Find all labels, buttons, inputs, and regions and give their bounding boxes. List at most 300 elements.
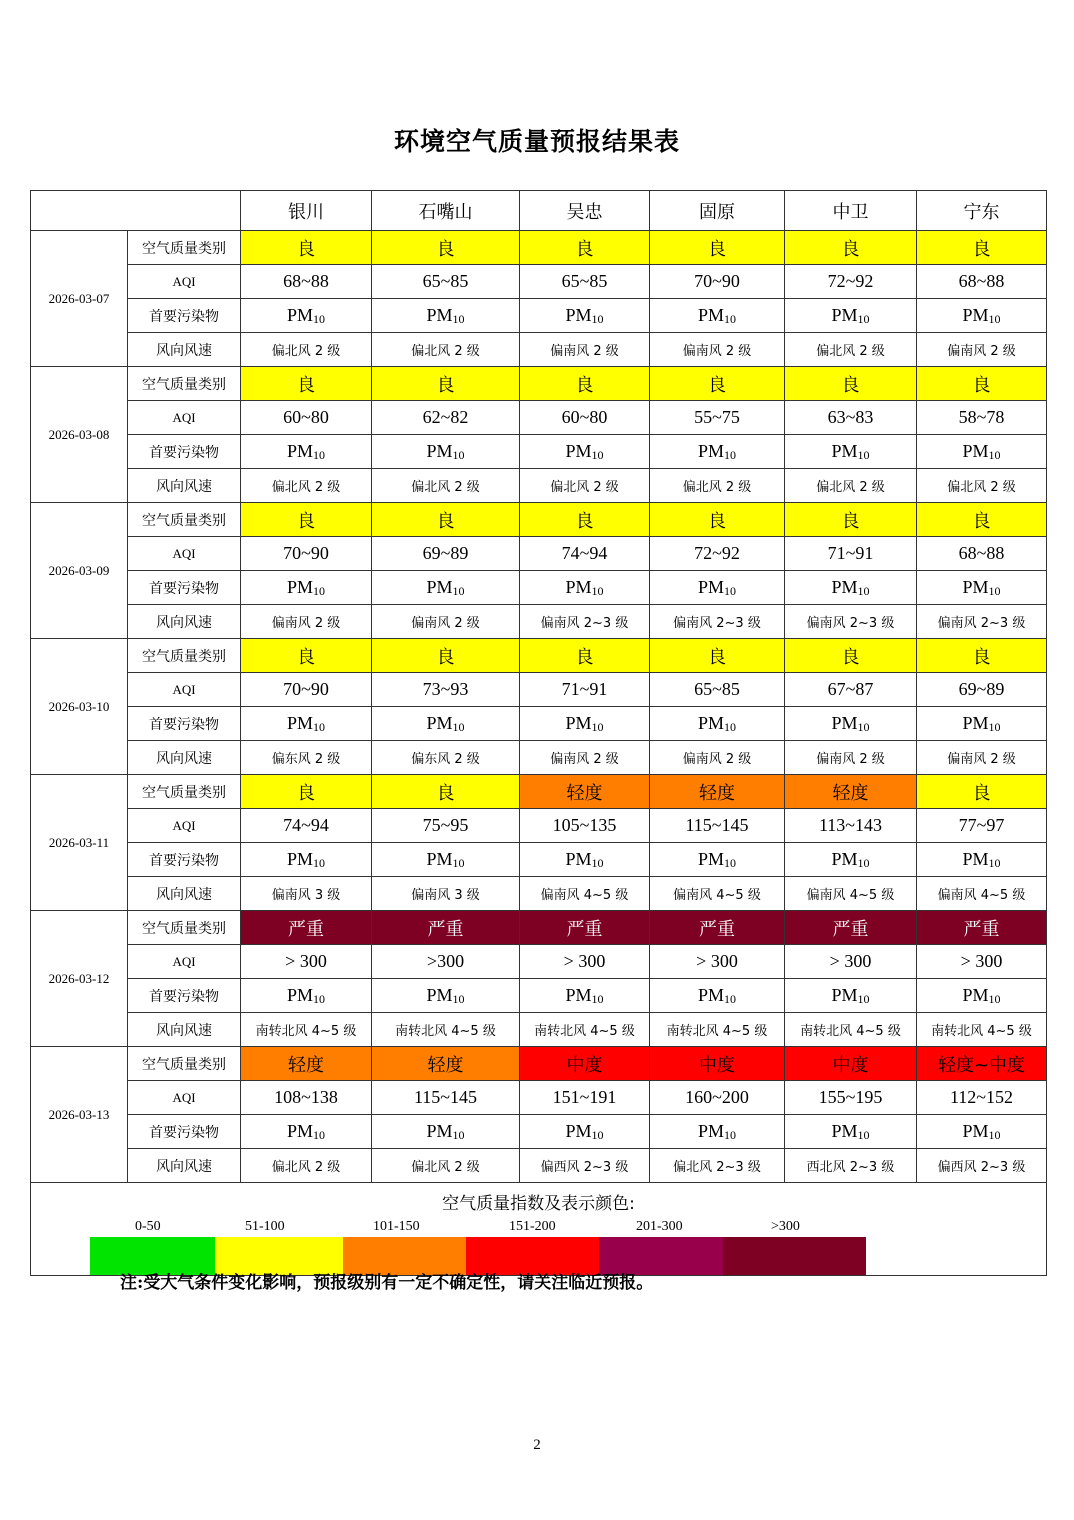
aqi-value-cell: > 300 [520, 945, 650, 979]
day-pollutant-row [31, 1115, 1047, 1149]
aqi-value-cell: 75~95 [372, 809, 520, 843]
aqi-value-cell: 68~88 [241, 265, 372, 299]
pollutant-name: PM [962, 576, 989, 597]
pollutant-name: PM [962, 1120, 989, 1141]
aqi-category-cell: 良 [372, 367, 520, 401]
city-header: 吴忠 [520, 191, 650, 231]
pollutant-name: PM [286, 440, 313, 461]
pollutant-subscript: 10 [591, 447, 604, 462]
day-wind-row [31, 877, 1047, 911]
pollutant-subscript: 10 [452, 719, 465, 734]
day-category-row [31, 503, 1047, 537]
pollutant-name: PM [962, 440, 989, 461]
wind-cell: 偏西风 2~3 级 [917, 1149, 1047, 1183]
wind-cell: 偏南风 4~5 级 [650, 877, 785, 911]
pollutant-cell [785, 707, 917, 741]
forecast-date: 2026-03-12 [31, 911, 128, 1047]
pollutant-cell [241, 707, 372, 741]
wind-cell: 偏南风 2~3 级 [917, 605, 1047, 639]
aqi-category-cell: 良 [785, 367, 917, 401]
row-label-pollutant: 首要污染物 [128, 571, 241, 605]
header-row [31, 191, 1047, 231]
pollutant-subscript: 10 [988, 855, 1001, 870]
pollutant-cell [917, 435, 1047, 469]
pollutant-name: PM [426, 848, 453, 869]
disclaimer-note: 注:受大气条件变化影响，预报级别有一定不确定性，请关注临近预报。 [120, 1273, 654, 1293]
pollutant-subscript: 10 [313, 447, 325, 462]
wind-cell: 偏南风 2 级 [650, 333, 785, 367]
row-label-category: 空气质量类别 [128, 775, 241, 809]
aqi-value-cell: > 300 [785, 945, 917, 979]
city-header: 宁东 [917, 191, 1047, 231]
pollutant-cell [520, 1115, 650, 1149]
pollutant-name: PM [565, 576, 592, 597]
aqi-value-cell: 74~94 [241, 809, 372, 843]
legend-color-swatch [723, 1237, 866, 1275]
wind-cell: 偏北风 2 级 [917, 469, 1047, 503]
wind-cell: 偏南风 4~5 级 [520, 877, 650, 911]
row-label-wind: 风向风速 [128, 1149, 241, 1183]
pollutant-cell [650, 571, 785, 605]
aqi-value-cell: 73~93 [372, 673, 520, 707]
pollutant-name: PM [426, 440, 453, 461]
pollutant-name: PM [286, 848, 313, 869]
pollutant-name: PM [697, 440, 724, 461]
pollutant-subscript: 10 [313, 583, 325, 598]
wind-cell: 南转北风 4~5 级 [241, 1013, 372, 1047]
wind-cell: 南转北风 4~5 级 [650, 1013, 785, 1047]
row-label-wind: 风向风速 [128, 333, 241, 367]
pollutant-cell [520, 843, 650, 877]
day-aqi-row [31, 673, 1047, 707]
aqi-category-cell: 良 [372, 503, 520, 537]
wind-cell: 偏北风 2~3 级 [650, 1149, 785, 1183]
aqi-value-cell: 71~91 [785, 537, 917, 571]
row-label-wind: 风向风速 [128, 605, 241, 639]
row-label-wind: 风向风速 [128, 741, 241, 775]
aqi-legend [31, 1183, 1047, 1276]
day-wind-row [31, 469, 1047, 503]
row-label-category: 空气质量类别 [128, 911, 241, 945]
wind-cell: 偏北风 2 级 [372, 333, 520, 367]
wind-cell: 偏北风 2 级 [650, 469, 785, 503]
page-title: 环境空气质量预报结果表 [393, 127, 680, 156]
pollutant-cell [917, 979, 1047, 1013]
header-corner [31, 191, 241, 231]
pollutant-cell [650, 979, 785, 1013]
pollutant-name: PM [697, 984, 724, 1005]
row-label-aqi: AQI [128, 945, 241, 979]
wind-cell: 偏南风 2 级 [917, 741, 1047, 775]
aqi-category-cell: 良 [520, 503, 650, 537]
row-label-pollutant: 首要污染物 [128, 843, 241, 877]
aqi-category-cell: 良 [241, 503, 372, 537]
aqi-value-cell: 69~89 [917, 673, 1047, 707]
aqi-category-cell: 良 [241, 367, 372, 401]
day-aqi-row [31, 945, 1047, 979]
pollutant-cell [785, 1115, 917, 1149]
aqi-value-cell: 65~85 [520, 265, 650, 299]
aqi-value-cell: 112~152 [917, 1081, 1047, 1115]
pollutant-name: PM [426, 576, 453, 597]
forecast-date: 2026-03-13 [31, 1047, 128, 1183]
pollutant-name: PM [426, 1120, 453, 1141]
pollutant-subscript: 10 [591, 311, 604, 326]
pollutant-cell [520, 571, 650, 605]
pollutant-cell [372, 435, 520, 469]
forecast-date: 2026-03-10 [31, 639, 128, 775]
pollutant-subscript: 10 [313, 855, 325, 870]
legend-range-label: >300 [771, 1219, 800, 1234]
wind-cell: 偏北风 2 级 [241, 469, 372, 503]
aqi-category-cell: 中度 [520, 1047, 650, 1081]
wind-cell: 偏南风 4~5 级 [917, 877, 1047, 911]
pollutant-subscript: 10 [724, 855, 736, 870]
aqi-category-cell: 严重 [372, 911, 520, 945]
day-aqi-row [31, 537, 1047, 571]
pollutant-cell [650, 1115, 785, 1149]
aqi-category-cell: 良 [372, 231, 520, 265]
pollutant-subscript: 10 [591, 719, 604, 734]
day-wind-row [31, 605, 1047, 639]
pollutant-subscript: 10 [591, 1127, 604, 1142]
wind-cell: 偏南风 2 级 [520, 741, 650, 775]
wind-cell: 西北风 2~3 级 [785, 1149, 917, 1183]
pollutant-cell [520, 979, 650, 1013]
day-category-row [31, 639, 1047, 673]
pollutant-cell [917, 707, 1047, 741]
pollutant-name: PM [831, 984, 858, 1005]
pollutant-name: PM [286, 1120, 313, 1141]
pollutant-subscript: 10 [313, 311, 325, 326]
row-label-pollutant: 首要污染物 [128, 435, 241, 469]
pollutant-cell [372, 843, 520, 877]
aqi-value-cell: 70~90 [650, 265, 785, 299]
aqi-value-cell: > 300 [241, 945, 372, 979]
aqi-category-cell: 良 [372, 639, 520, 673]
pollutant-cell [372, 571, 520, 605]
wind-cell: 偏东风 2 级 [241, 741, 372, 775]
aqi-category-cell: 良 [650, 367, 785, 401]
aqi-category-cell: 良 [785, 231, 917, 265]
pollutant-name: PM [697, 304, 724, 325]
day-pollutant-row [31, 707, 1047, 741]
aqi-value-cell: 115~145 [650, 809, 785, 843]
wind-cell: 偏南风 2 级 [520, 333, 650, 367]
row-label-aqi: AQI [128, 1081, 241, 1115]
wind-cell: 偏南风 2 级 [241, 605, 372, 639]
pollutant-subscript: 10 [452, 447, 465, 462]
pollutant-name: PM [962, 712, 989, 733]
pollutant-name: PM [565, 984, 592, 1005]
legend-range-label: 51-100 [245, 1219, 285, 1234]
pollutant-name: PM [831, 848, 858, 869]
aqi-category-cell: 轻度~中度 [917, 1047, 1047, 1081]
aqi-category-cell: 良 [650, 231, 785, 265]
row-label-wind: 风向风速 [128, 469, 241, 503]
aqi-value-cell: 77~97 [917, 809, 1047, 843]
wind-cell: 偏南风 3 级 [241, 877, 372, 911]
wind-cell: 偏南风 4~5 级 [785, 877, 917, 911]
pollutant-name: PM [831, 304, 858, 325]
pollutant-cell [241, 1115, 372, 1149]
pollutant-cell [785, 843, 917, 877]
aqi-category-cell: 轻度 [520, 775, 650, 809]
aqi-category-cell: 轻度 [785, 775, 917, 809]
pollutant-subscript: 10 [313, 1127, 325, 1142]
aqi-category-cell: 严重 [917, 911, 1047, 945]
forecast-date: 2026-03-09 [31, 503, 128, 639]
day-pollutant-row [31, 979, 1047, 1013]
pollutant-subscript: 10 [857, 311, 870, 326]
aqi-value-cell: 68~88 [917, 265, 1047, 299]
pollutant-name: PM [565, 712, 592, 733]
aqi-value-cell: 69~89 [372, 537, 520, 571]
row-label-aqi: AQI [128, 265, 241, 299]
pollutant-subscript: 10 [988, 447, 1001, 462]
pollutant-subscript: 10 [724, 719, 736, 734]
aqi-category-cell: 严重 [241, 911, 372, 945]
aqi-category-cell: 良 [241, 639, 372, 673]
pollutant-subscript: 10 [857, 447, 870, 462]
aqi-category-cell: 良 [372, 775, 520, 809]
pollutant-name: PM [565, 440, 592, 461]
aqi-category-cell: 良 [785, 503, 917, 537]
aqi-category-cell: 良 [520, 231, 650, 265]
pollutant-cell [650, 435, 785, 469]
pollutant-name: PM [831, 712, 858, 733]
wind-cell: 偏北风 2 级 [372, 469, 520, 503]
aqi-category-cell: 轻度 [241, 1047, 372, 1081]
pollutant-name: PM [426, 984, 453, 1005]
pollutant-name: PM [426, 712, 453, 733]
pollutant-subscript: 10 [988, 991, 1001, 1006]
aqi-category-cell: 轻度 [372, 1047, 520, 1081]
pollutant-name: PM [286, 984, 313, 1005]
pollutant-subscript: 10 [452, 855, 465, 870]
pollutant-name: PM [426, 304, 453, 325]
day-pollutant-row [31, 843, 1047, 877]
aqi-category-cell: 良 [917, 367, 1047, 401]
wind-cell: 偏南风 2 级 [372, 605, 520, 639]
day-aqi-row [31, 265, 1047, 299]
pollutant-subscript: 10 [591, 583, 604, 598]
aqi-value-cell: 70~90 [241, 673, 372, 707]
row-label-category: 空气质量类别 [128, 1047, 241, 1081]
pollutant-name: PM [697, 848, 724, 869]
aqi-value-cell: 105~135 [520, 809, 650, 843]
pollutant-subscript: 10 [857, 583, 870, 598]
aqi-category-cell: 严重 [520, 911, 650, 945]
wind-cell: 偏东风 2 级 [372, 741, 520, 775]
aqi-value-cell: 60~80 [241, 401, 372, 435]
row-label-category: 空气质量类别 [128, 231, 241, 265]
row-label-category: 空气质量类别 [128, 367, 241, 401]
pollutant-subscript: 10 [988, 1127, 1001, 1142]
pollutant-name: PM [565, 1120, 592, 1141]
aqi-value-cell: 62~82 [372, 401, 520, 435]
row-label-wind: 风向风速 [128, 877, 241, 911]
aqi-category-cell: 严重 [650, 911, 785, 945]
pollutant-subscript: 10 [857, 855, 870, 870]
pollutant-subscript: 10 [857, 991, 870, 1006]
day-category-row [31, 911, 1047, 945]
aqi-value-cell: 58~78 [917, 401, 1047, 435]
pollutant-cell [520, 435, 650, 469]
pollutant-subscript: 10 [313, 991, 325, 1006]
aqi-category-cell: 良 [241, 775, 372, 809]
aqi-category-cell: 良 [520, 639, 650, 673]
aqi-category-cell: 良 [650, 639, 785, 673]
wind-cell: 偏北风 2 级 [785, 333, 917, 367]
pollutant-cell [650, 299, 785, 333]
row-label-category: 空气质量类别 [128, 639, 241, 673]
legend-range-label: 151-200 [509, 1219, 556, 1234]
aqi-value-cell: > 300 [650, 945, 785, 979]
day-wind-row [31, 1149, 1047, 1183]
legend-range-label: 101-150 [373, 1219, 420, 1234]
pollutant-name: PM [831, 440, 858, 461]
aqi-category-cell: 良 [917, 503, 1047, 537]
pollutant-subscript: 10 [452, 583, 465, 598]
aqi-category-cell: 良 [241, 231, 372, 265]
wind-cell: 偏北风 2 级 [520, 469, 650, 503]
pollutant-subscript: 10 [452, 1127, 465, 1142]
day-aqi-row [31, 809, 1047, 843]
pollutant-subscript: 10 [988, 719, 1001, 734]
pollutant-cell [520, 707, 650, 741]
row-label-aqi: AQI [128, 809, 241, 843]
wind-cell: 南转北风 4~5 级 [520, 1013, 650, 1047]
pollutant-subscript: 10 [988, 583, 1001, 598]
pollutant-cell [372, 979, 520, 1013]
day-category-row [31, 775, 1047, 809]
day-wind-row [31, 333, 1047, 367]
pollutant-subscript: 10 [724, 991, 736, 1006]
legend-range-label: 0-50 [135, 1219, 161, 1234]
day-pollutant-row [31, 435, 1047, 469]
forecast-date: 2026-03-11 [31, 775, 128, 911]
page-number: 2 [533, 1437, 541, 1453]
aqi-value-cell: 113~143 [785, 809, 917, 843]
day-pollutant-row [31, 571, 1047, 605]
aqi-category-cell: 良 [520, 367, 650, 401]
aqi-value-cell: 63~83 [785, 401, 917, 435]
aqi-value-cell: 70~90 [241, 537, 372, 571]
pollutant-cell [241, 299, 372, 333]
row-label-aqi: AQI [128, 673, 241, 707]
pollutant-name: PM [565, 848, 592, 869]
pollutant-subscript: 10 [724, 311, 736, 326]
aqi-category-cell: 中度 [785, 1047, 917, 1081]
pollutant-cell [785, 571, 917, 605]
day-category-row [31, 1047, 1047, 1081]
day-category-row [31, 367, 1047, 401]
pollutant-cell [917, 299, 1047, 333]
pollutant-subscript: 10 [591, 991, 604, 1006]
aqi-value-cell: >300 [372, 945, 520, 979]
pollutant-cell [241, 435, 372, 469]
aqi-value-cell: 115~145 [372, 1081, 520, 1115]
pollutant-cell [372, 707, 520, 741]
aqi-category-cell: 严重 [785, 911, 917, 945]
row-label-pollutant: 首要污染物 [128, 979, 241, 1013]
aqi-value-cell: 72~92 [785, 265, 917, 299]
row-label-category: 空气质量类别 [128, 503, 241, 537]
city-header: 中卫 [785, 191, 917, 231]
forecast-date: 2026-03-08 [31, 367, 128, 503]
pollutant-cell [241, 979, 372, 1013]
aqi-value-cell: 68~88 [917, 537, 1047, 571]
pollutant-name: PM [286, 576, 313, 597]
pollutant-name: PM [962, 848, 989, 869]
wind-cell: 偏南风 2 级 [785, 741, 917, 775]
city-header: 固原 [650, 191, 785, 231]
pollutant-cell [241, 571, 372, 605]
aqi-category-cell: 良 [917, 639, 1047, 673]
day-pollutant-row [31, 299, 1047, 333]
aqi-value-cell: 108~138 [241, 1081, 372, 1115]
pollutant-subscript: 10 [988, 311, 1001, 326]
aqi-category-cell: 轻度 [650, 775, 785, 809]
pollutant-name: PM [831, 1120, 858, 1141]
pollutant-cell [917, 571, 1047, 605]
aqi-value-cell: 71~91 [520, 673, 650, 707]
aqi-category-cell: 良 [917, 231, 1047, 265]
day-category-row [31, 231, 1047, 265]
wind-cell: 偏南风 2~3 级 [520, 605, 650, 639]
pollutant-cell [520, 299, 650, 333]
pollutant-name: PM [286, 304, 313, 325]
day-aqi-row [31, 401, 1047, 435]
aqi-value-cell: 60~80 [520, 401, 650, 435]
pollutant-name: PM [831, 576, 858, 597]
aqi-value-cell: > 300 [917, 945, 1047, 979]
wind-cell: 南转北风 4~5 级 [785, 1013, 917, 1047]
row-label-pollutant: 首要污染物 [128, 299, 241, 333]
legend-title: 空气质量指数及表示颜色: [442, 1194, 635, 1214]
pollutant-subscript: 10 [591, 855, 604, 870]
pollutant-subscript: 10 [724, 447, 736, 462]
wind-cell: 偏南风 2~3 级 [650, 605, 785, 639]
pollutant-cell [785, 435, 917, 469]
aqi-value-cell: 155~195 [785, 1081, 917, 1115]
day-wind-row [31, 741, 1047, 775]
city-header: 银川 [241, 191, 372, 231]
pollutant-subscript: 10 [857, 719, 870, 734]
row-label-pollutant: 首要污染物 [128, 707, 241, 741]
aqi-category-cell: 良 [917, 775, 1047, 809]
row-label-aqi: AQI [128, 401, 241, 435]
pollutant-cell [241, 843, 372, 877]
aqi-value-cell: 65~85 [650, 673, 785, 707]
pollutant-subscript: 10 [857, 1127, 870, 1142]
pollutant-name: PM [962, 984, 989, 1005]
pollutant-name: PM [697, 1120, 724, 1141]
pollutant-subscript: 10 [452, 311, 465, 326]
aqi-value-cell: 65~85 [372, 265, 520, 299]
wind-cell: 南转北风 4~5 级 [372, 1013, 520, 1047]
wind-cell: 偏西风 2~3 级 [520, 1149, 650, 1183]
aqi-category-cell: 中度 [650, 1047, 785, 1081]
aqi-value-cell: 151~191 [520, 1081, 650, 1115]
row-label-wind: 风向风速 [128, 1013, 241, 1047]
pollutant-name: PM [697, 712, 724, 733]
pollutant-cell [785, 979, 917, 1013]
wind-cell: 偏北风 2 级 [372, 1149, 520, 1183]
wind-cell: 偏北风 2 级 [785, 469, 917, 503]
aqi-value-cell: 74~94 [520, 537, 650, 571]
